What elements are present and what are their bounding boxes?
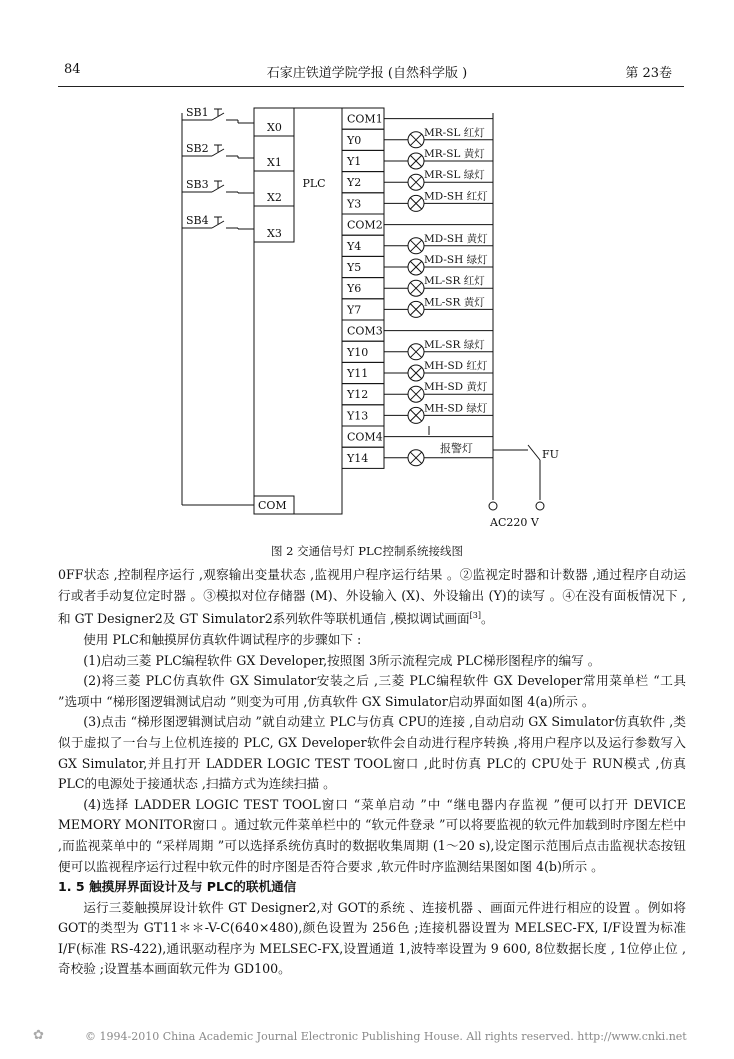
com-terminal: COM3 [347,324,383,338]
lamp-label: MR-SL 绿灯 [424,169,485,182]
lamp-label: MR-SL 红灯 [424,126,485,139]
output-terminal: Y6 [347,282,362,296]
switch-label: SB1 [186,106,209,119]
output-terminal: Y0 [347,133,362,147]
power-label: AC220 V [490,516,539,529]
body-paragraph: 使用 PLC和触摸屏仿真软件调试程序的步骤如下 : [83,631,362,647]
switch-label: SB3 [186,178,209,191]
output-terminal: Y4 [347,239,362,253]
output-terminal: Y7 [347,303,362,317]
lamp-label: MR-SL 黄灯 [424,148,485,160]
footer [0,1028,734,1048]
power-terminal-icon [536,502,544,510]
switch-label: SB2 [186,142,209,155]
lamp-label: ML-SR 红灯 [424,275,485,288]
body-paragraph: (1)启动三菱 PLC编程软件 GX Developer,按照图 3所示流程完成 PLC梯形图程序的编写 。 [83,652,601,668]
output-terminal: Y3 [347,197,362,211]
section-heading: 1. 5 触摸屏界面设计及与 PLC的联机通信 [58,879,297,895]
volume-label: 第 23卷 [625,66,672,81]
body-paragraph: (3)点击 “梯形图逻辑测试启动 ”就自动建立 PLC与仿真 CPU的连接 ,自动启动 GX Simulator仿真软件 ,类似于虚拟了一台与上位机连接的 PLC, GX Developer软件会自动进行程序转换 ,将用户程序以及运行参数写入 GX Simulator,并且打开 LADDER LOGIC TEST TOOL窗口 ,此时仿真 PLC的 CPU处于 RUN模式 ,仿真 PLC的电源处于接通状态 ,扫描方式为连续扫描 。 [58,714,686,792]
citation: [3] [469,611,481,621]
lamp-label: MD-SH 红灯 [424,190,488,203]
page-number: 84 [64,62,81,77]
input-terminal: X0 [267,121,282,134]
body-text [58,565,686,980]
com-label: COM [258,499,287,512]
figure-caption: 图 2 交通信号灯 PLC控制系统接线图 [271,544,463,558]
com-terminal: COM2 [347,218,383,232]
output-terminal: Y2 [347,176,362,190]
output-terminal: Y12 [347,388,369,402]
publisher-logo-icon: ✿ [33,1028,44,1043]
plc-label: PLC [302,177,326,190]
switch-label: SB4 [186,214,209,227]
com-terminal: COM4 [347,430,383,444]
output-terminal: Y5 [347,261,362,274]
lamp-label: MH-SD 绿灯 [424,402,488,415]
lamp-label: MH-SD 黄灯 [424,381,488,394]
output-terminal: Y1 [347,155,362,168]
alarm-label: 报警灯 [440,441,473,455]
body-paragraph: 0FF状态 ,控制程序运行 ,观察输出变量状态 ,监视用户程序运行结果 。②监视定时器和计数器 ,通过程序自动运行或者手动复位定时器 。③模拟对位存储器 (M)、外设输入 (X)、外设输出 (Y)的读写 。④在没有面板情况下 ,和 GT Designer2及 GT Simulator2系列软件等联机通信 ,模拟调试画面[3]。 [58,567,686,627]
output-terminal: Y11 [347,367,369,380]
lamp-label: MD-SH 绿灯 [424,254,488,266]
input-terminal: X3 [267,227,282,240]
body-paragraph: (2)将三菱 PLC仿真软件 GX Simulator安装之后 ,三菱 PLC编程软件 GX Developer常用菜单栏 “工具 ”选项中 “梯形图逻辑测试启动 ”则变为可用 ,仿真软件 GX Simulator启动界面如图 4(a)所示 。 [58,673,686,709]
output-terminal: Y10 [347,345,369,359]
com-terminal: COM1 [347,112,383,126]
power-terminal-icon [489,502,497,510]
journal-title: 石家庄铁道学院学报 (自然科学版 ) [266,66,468,81]
input-terminal: X2 [267,191,282,204]
fuse-icon [528,445,540,460]
output-terminal: Y14 [347,451,369,465]
lamp-label: ML-SR 绿灯 [424,338,485,351]
lamp-label: ML-SR 黄灯 [424,296,485,309]
input-terminal: X1 [267,156,282,169]
output-terminal: Y13 [347,409,369,423]
body-paragraph: (4)选择 LADDER LOGIC TEST TOOL窗口 “菜单启动 ”中 “继电器内存监视 ”便可以打开 DEVICE MEMORY MONITOR窗口 。通过软元件菜单栏中的 “软元件登录 ”可以将要监视的软元件加载到时序图左栏中 ,而监视菜单中的 “采样周期 ”可以选择系统仿真时的数据收集周期 (1～20 s),设定图示范围后点击监视状态按钮便可以监视程序运行过程中软元件的时序图是否符合要求 ,软元件时序监测结果图如图 4(b)所示 。 [58,796,686,874]
lamp-label: MH-SD 红灯 [424,360,488,372]
copyright-line: © 1994-2010 China Academic Journal Electronic Publishing House. All rights reserved. http://www.cnki.net [85,1030,687,1043]
body-paragraph: 运行三菱触摸屏设计软件 GT Designer2,对 GOT的系统 、连接机器 、画面元件进行相应的设置 。例如将 GOT的类型为 GT11＊＊-V-C(640×480),颜色设置为 256色 ;连接机器设置为 MELSEC-FX, I/F设置为标准 I/F(标准 RS-422),通讯驱动程序为 MELSEC-FX,设置通道 1,波特率设置为 9 600, 8位数据长度 , 1位停止位 ,奇校验 ;设置基本画面软元件为 GD100。 [58,899,686,977]
fuse-label: FU [542,448,559,461]
lamp-label: MD-SH 黄灯 [424,232,488,245]
